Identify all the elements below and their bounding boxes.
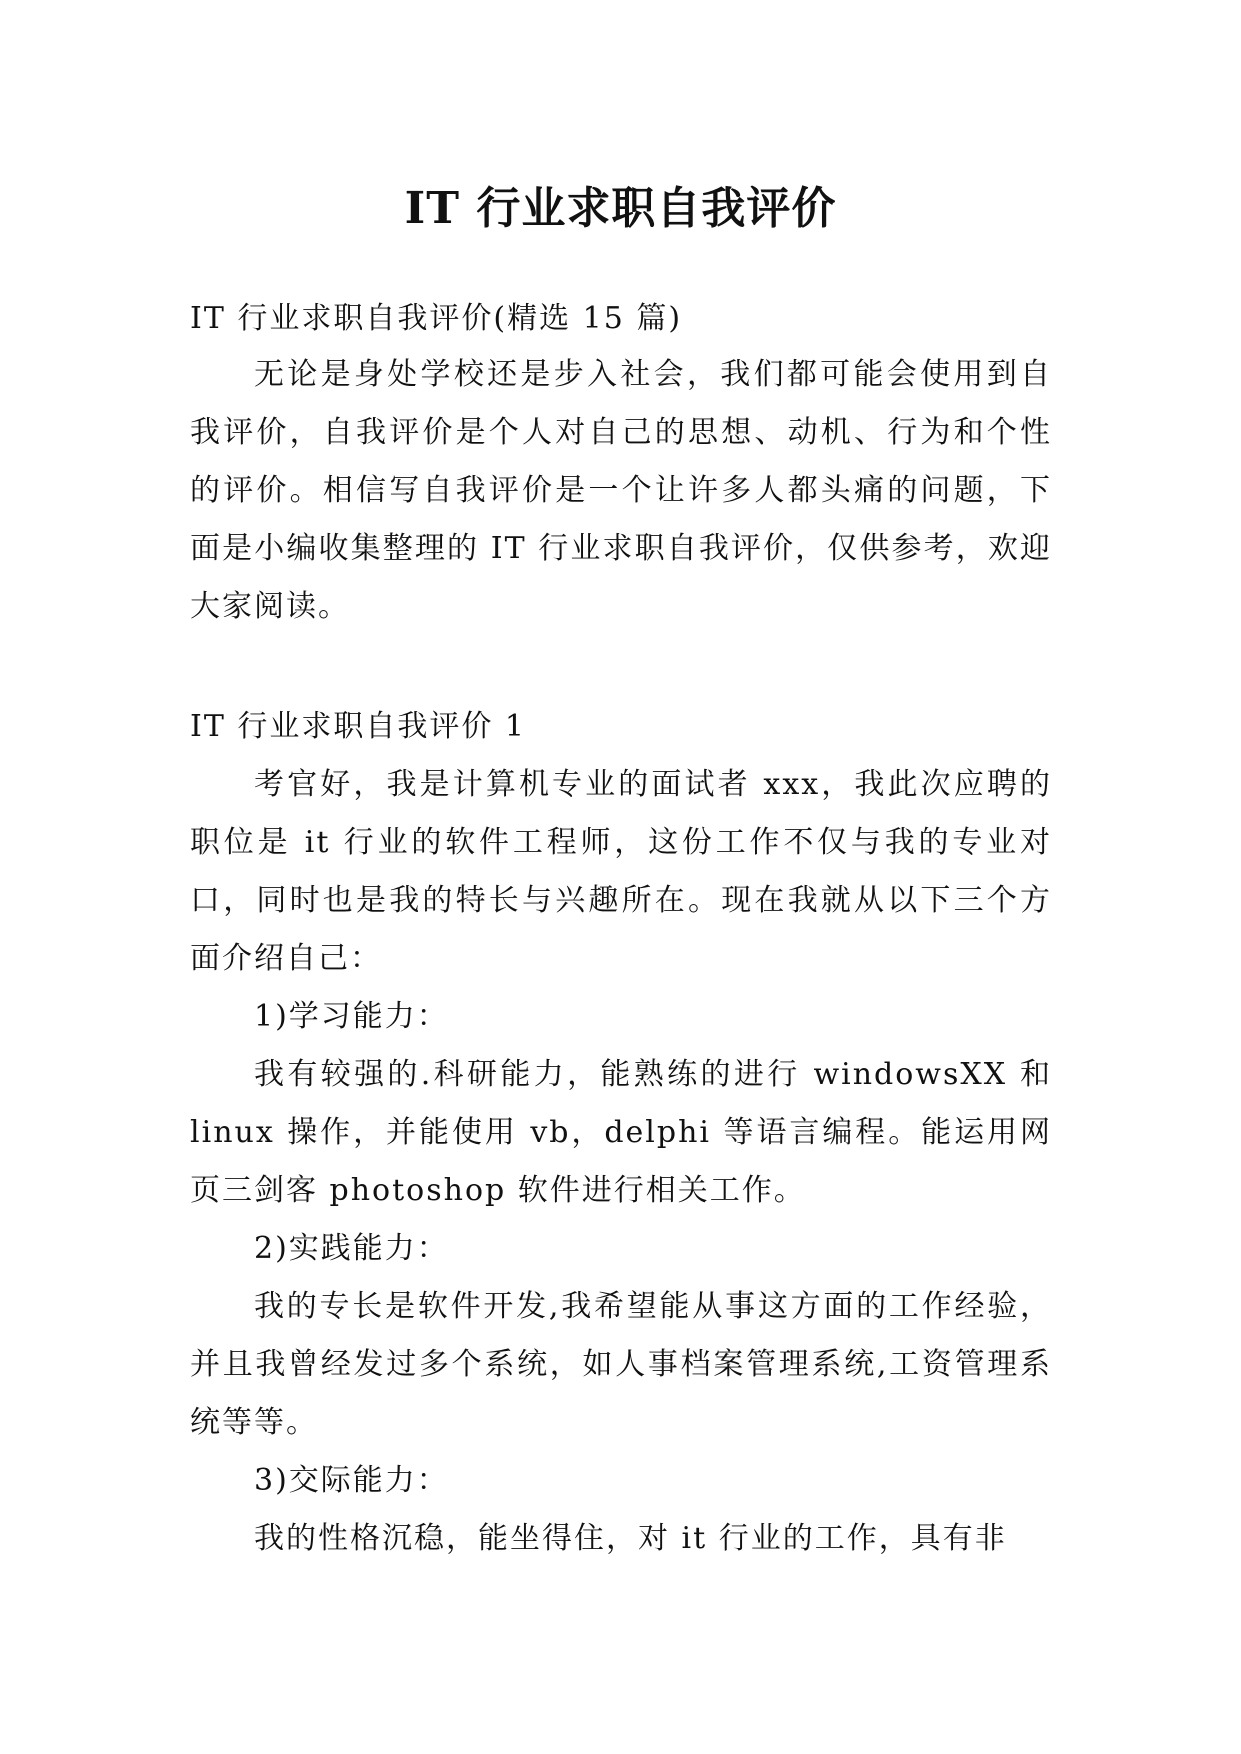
document-title: IT 行业求职自我评价 xyxy=(404,183,837,235)
intro-section xyxy=(190,346,1052,636)
body-paragraph: 考官好，我是计算机专业的面试者 xxx，我此次应聘的职位是 it 行业的软件工程师，这份工作不仅与我的专业对口，同时也是我的特长与兴趣所在。现在我就从以下三个方面介绍自己： xyxy=(190,767,1052,976)
ability-heading-learning: 1)学习能力： xyxy=(254,999,449,1034)
body-paragraph: 我的性格沉稳，能坐得住，对 it 行业的工作，具有非 xyxy=(254,1521,1007,1556)
ability-heading-practice: 2)实践能力： xyxy=(254,1231,449,1266)
body-paragraph: 我的专长是软件开发,我希望能从事这方面的工作经验，并且我曾经发过多个系统，如人事档案管理系统,工资管理系统等等。 xyxy=(190,1289,1052,1440)
document-subtitle: IT 行业求职自我评价(精选 15 篇) xyxy=(190,301,683,336)
ability-heading-communication: 3)交际能力： xyxy=(254,1463,449,1498)
body-paragraph: 我有较强的.科研能力，能熟练的进行 windowsXX 和 linux 操作，并能使用 vb，delphi 等语言编程。能运用网页三剑客 photoshop 软件进行相关工作。 xyxy=(190,1057,1052,1208)
section-heading: IT 行业求职自我评价 1 xyxy=(190,709,527,744)
section-body xyxy=(190,756,1052,1568)
intro-paragraph: 无论是身处学校还是步入社会，我们都可能会使用到自我评价，自我评价是个人对自己的思想、动机、行为和个性的评价。相信写自我评价是一个让许多人都头痛的问题，下面是小编收集整理的 IT 行业求职自我评价，仅供参考，欢迎大家阅读。 xyxy=(190,357,1052,624)
